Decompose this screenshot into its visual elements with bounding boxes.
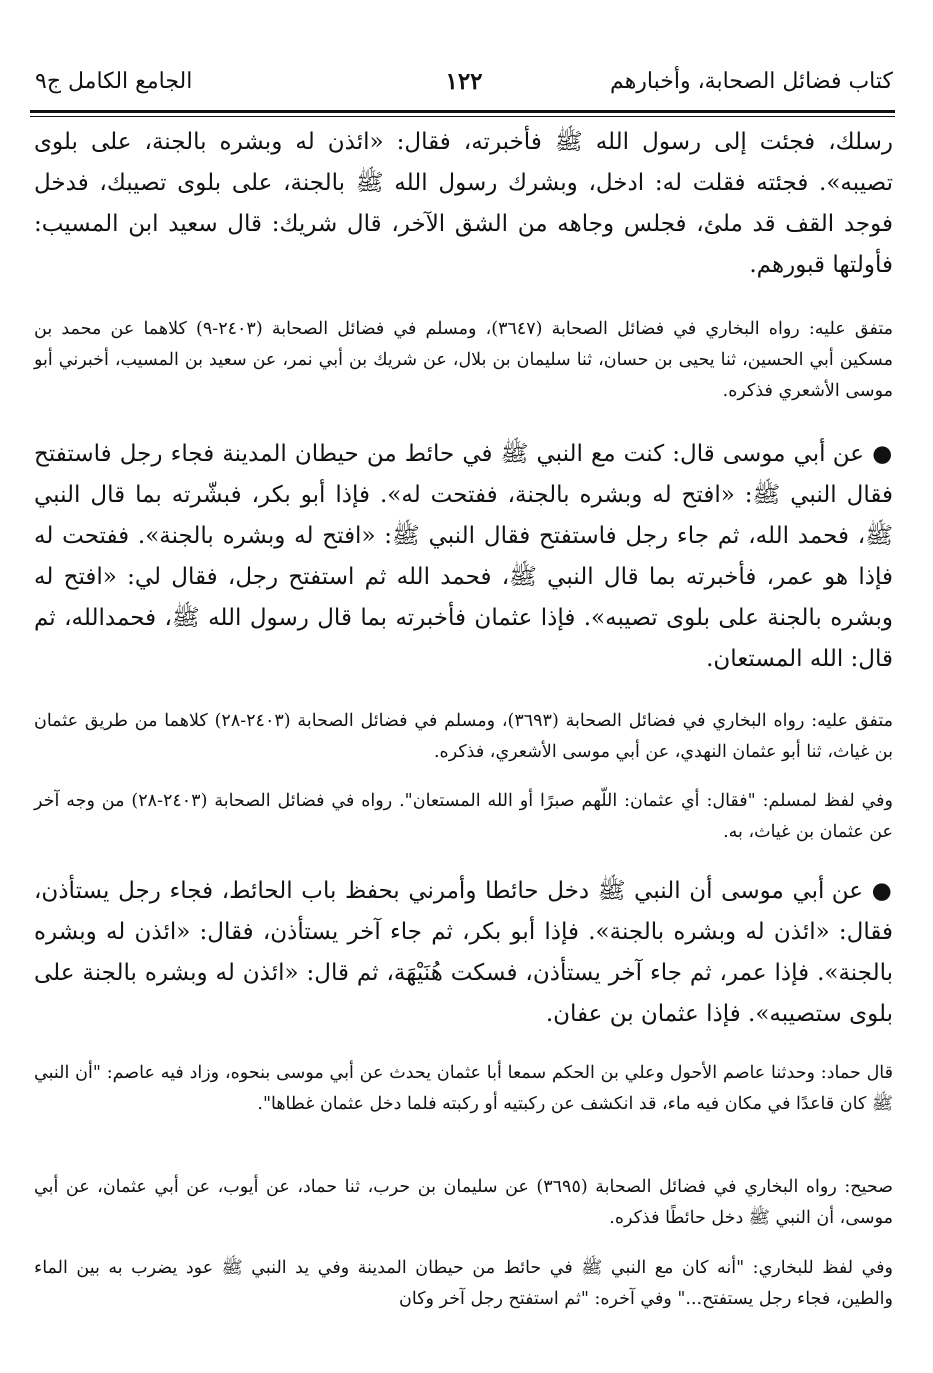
footnote-paragraph	[34, 1058, 893, 1120]
paragraph-text: وفي لفظ للبخاري: "أنه كان مع النبي ﷺ في حائط من حيطان المدينة وفي يد النبي ﷺ عود يضرب به بين الماء والطين، فجاء رجل يستفتح..." وفي آخره: "ثم استفتح رجل آخر وكان	[34, 1258, 893, 1309]
bullet-icon: ●	[871, 877, 893, 904]
paragraph-text: عن أبي موسى قال: كنت مع النبي ﷺ في حائط من حيطان المدينة فجاء رجل فاستفتح فقال النبي ﷺ: «افتح له وبشره بالجنة، ففتحت له». فإذا أبو بكر، فبشّرته بما قال النبي ﷺ، فحمد الله، ثم جاء رجل فاستفتح فقال النبي ﷺ: «افتح له وبشره بالجنة». ففتحت له فإذا هو عمر، فأخبرته بما قال النبي ﷺ، فحمد الله ثم استفتح رجل، فقال لي: «افتح له وبشره بالجنة على بلوى تصيبه». فإذا عثمان فأخبرته بما قال رسول الله ﷺ، فحمدالله، ثم قال: الله المستعان.	[34, 441, 893, 672]
series-title: الجامع الكامل ج٩	[35, 69, 193, 94]
page-header	[35, 62, 893, 102]
bullet-icon: ●	[872, 440, 893, 467]
paragraph-text: متفق عليه: رواه البخاري في فضائل الصحابة (٣٦٤٧)، ومسلم في فضائل الصحابة (٢٤٠٣-٩) كلاهما عن محمد بن مسكين أبي الحسين، ثنا يحيى بن حسان، ثنا سليمان بن بلال، عن شريك بن أبي نمر، عن سعيد بن المسيب، أخبرني أبو موسى الأشعري فذكره.	[34, 319, 893, 401]
paragraph-text: صحيح: رواه البخاري في فضائل الصحابة (٣٦٩٥) عن سليمان بن حرب، ثنا حماد، عن أيوب، عن أبي عثمان، عن أبي موسى، أن النبي ﷺ دخل حائطًا فذكره.	[34, 1177, 893, 1228]
footnote-paragraph	[34, 1253, 893, 1315]
footnote-paragraph	[34, 786, 893, 848]
paragraph-text: عن أبي موسى أن النبي ﷺ دخل حائطا وأمرني بحفظ باب الحائط، فجاء رجل يستأذن، فقال: «ائذن له وبشره بالجنة». فإذا أبو بكر، ثم جاء آخر يستأذن، فقال: «ائذن له وبشره بالجنة». فإذا عمر، ثم جاء آخر يستأذن، فسكت هُنَيْهَة، ثم قال: «ائذن له وبشره بالجنة على بلوى ستصيبه». فإذا عثمان بن عفان.	[34, 878, 893, 1027]
paragraph-text: رسلك، فجئت إلى رسول الله ﷺ فأخبرته، فقال: «ائذن له وبشره بالجنة، على بلوى تصيبه». فجئته فقلت له: ادخل، وبشرك رسول الله ﷺ بالجنة، على بلوى تصيبك، فدخل فوجد القف قد ملئ، فجلس وجاهه من الشق الآخر، قال شريك: قال سعيد ابن المسيب: فأولتها قبورهم.	[34, 129, 893, 278]
header-rule-thin	[30, 116, 895, 117]
footnote-paragraph	[34, 706, 893, 768]
book-title: كتاب فضائل الصحابة، وأخبارهم	[610, 69, 893, 94]
header-rule	[30, 110, 895, 113]
paragraph-text: قال حماد: وحدثنا عاصم الأحول وعلي بن الحكم سمعا أبا عثمان يحدث عن أبي موسى بنحوه، وزاد فيه عاصم: "أن النبي ﷺ كان قاعدًا في مكان فيه ماء، قد انكشف عن ركبتيه أو ركبته فلما دخل عثمان غطاها".	[34, 1063, 893, 1114]
footnote-paragraph	[34, 1172, 893, 1234]
main-paragraph	[34, 122, 893, 286]
page-number: ١٢٢	[445, 68, 483, 95]
hadith-paragraph	[34, 433, 893, 680]
paragraph-text: متفق عليه: رواه البخاري في فضائل الصحابة (٣٦٩٣)، ومسلم في فضائل الصحابة (٢٤٠٣-٢٨) كلاهما من طريق عثمان بن غياث، ثنا أبو عثمان النهدي، عن أبي موسى الأشعري، فذكره.	[34, 711, 893, 762]
paragraph-text: وفي لفظ لمسلم: "فقال: أي عثمان: اللّهم صبرًا أو الله المستعان". رواه في فضائل الصحابة (٢٤٠٣-٢٨) من وجه آخر عن عثمان بن غياث، به.	[34, 791, 893, 842]
footnote-paragraph	[34, 314, 893, 407]
hadith-paragraph	[34, 870, 893, 1035]
